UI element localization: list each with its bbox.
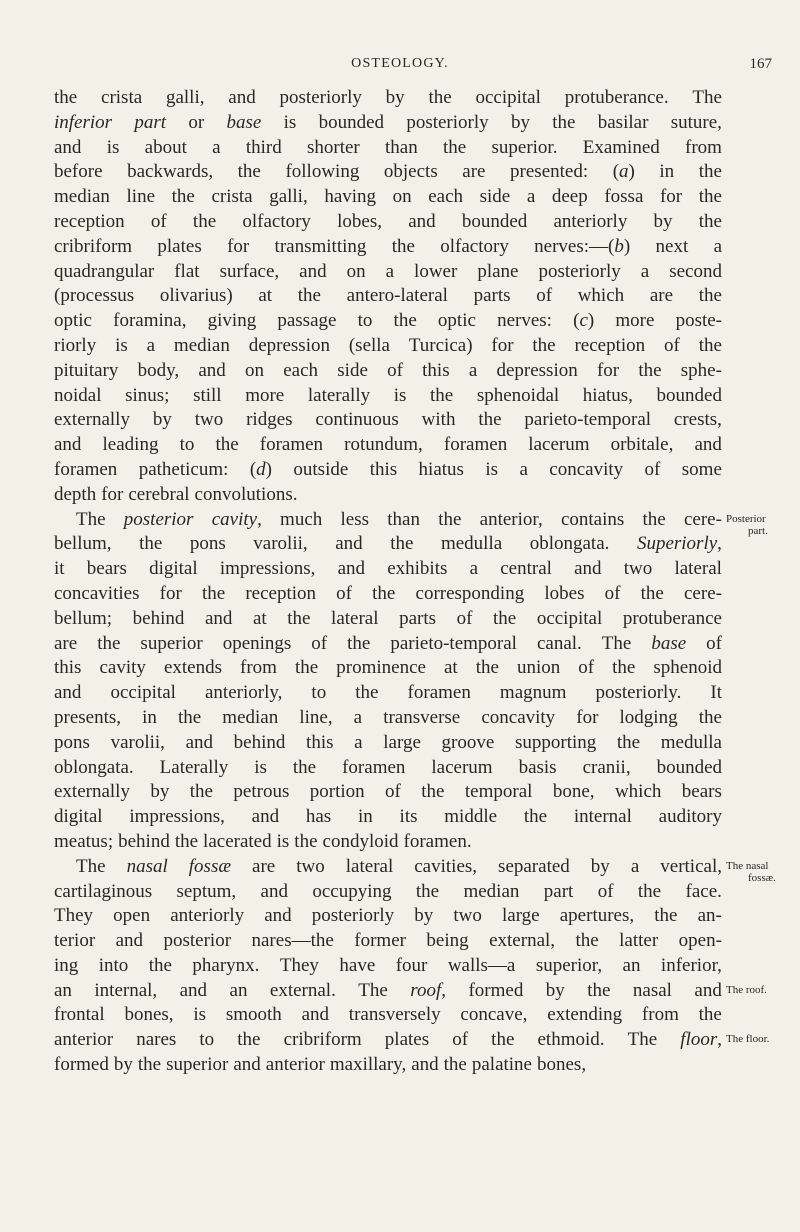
text-line: median line the crista galli, having on each side a deep fossa for the (54, 186, 722, 208)
text-line: before backwards, the following objects are presented: (a) in the (54, 161, 722, 183)
text-line: and occipital anteriorly, to the foramen magnum posteriorly. It (54, 682, 722, 704)
text-line: digital impressions, and has in its middle the internal auditory (54, 806, 722, 828)
text-line: meatus; behind the lacerated is the condyloid foramen. (54, 830, 472, 852)
text-line: bellum, the pons varolii, and the medulla oblongata. Superiorly, (54, 533, 722, 555)
text-line: The posterior cavity, much less than the anterior, contains the cere- (76, 508, 722, 530)
text-line: anterior nares to the cribriform plates of the ethmoid. The floor, (54, 1029, 722, 1051)
body-text (54, 86, 722, 1078)
margin-note: Posterior part. (726, 512, 768, 537)
page-header (0, 56, 800, 80)
text-line: externally by the petrous portion of the temporal bone, which bears (54, 781, 722, 803)
margin-note: The floor. (726, 1033, 770, 1046)
text-line: cribriform plates for transmitting the olfactory nerves:—(b) next a (54, 235, 722, 257)
margin-note: The roof. (726, 983, 767, 996)
text-line: frontal bones, is smooth and transversely concave, extending from the (54, 1004, 722, 1026)
text-line: and is about a third shorter than the superior. Examined from (54, 136, 722, 158)
text-line: optic foramina, giving passage to the optic nerves: (c) more poste- (54, 310, 722, 332)
text-line: concavities for the reception of the corresponding lobes of the cere- (54, 582, 722, 604)
text-line: quadrangular flat surface, and on a lower plane posteriorly a second (54, 260, 722, 282)
text-line: noidal sinus; still more laterally is the sphenoidal hiatus, bounded (54, 384, 722, 406)
page-number: 167 (749, 56, 772, 72)
text-line: cartilaginous septum, and occupying the median part of the face. (54, 880, 722, 902)
text-line: terior and posterior nares—the former being external, the latter open- (54, 930, 722, 952)
margin-note: The nasal fossæ. (726, 859, 776, 884)
text-line: presents, in the median line, a transverse concavity for lodging the (54, 706, 722, 728)
text-line: and leading to the foramen rotundum, foramen lacerum orbitale, and (54, 434, 722, 456)
text-line: an internal, and an external. The roof, formed by the nasal and (54, 979, 722, 1001)
text-line: inferior part or base is bounded posteriorly by the basilar suture, (54, 111, 722, 133)
running-head: OSTEOLOGY. (351, 56, 449, 71)
text-line: riorly is a median depression (sella Turcica) for the reception of the (54, 334, 722, 356)
text-line: this cavity extends from the prominence at the union of the sphenoid (54, 657, 722, 679)
text-line: oblongata. Laterally is the foramen lacerum basis cranii, bounded (54, 756, 722, 778)
text-line: (processus olivarius) at the antero-lateral parts of which are the (54, 285, 722, 307)
text-line: bellum; behind and at the lateral parts of the occipital protuberance (54, 607, 722, 629)
text-line: pituitary body, and on each side of this a depression for the sphe- (54, 359, 722, 381)
text-line: it bears digital impressions, and exhibits a central and two lateral (54, 558, 722, 580)
text-line: are the superior openings of the parieto-temporal canal. The base of (54, 632, 722, 654)
text-line: depth for cerebral convolutions. (54, 483, 298, 505)
text-line: The nasal fossæ are two lateral cavities, separated by a vertical, (76, 855, 722, 877)
text-line: pons varolii, and behind this a large groove supporting the medulla (54, 731, 722, 753)
text-line: They open anteriorly and posteriorly by two large apertures, the an- (54, 905, 722, 927)
text-line: ing into the pharynx. They have four walls—a superior, an inferior, (54, 954, 722, 976)
text-line: foramen patheticum: (d) outside this hiatus is a concavity of some (54, 458, 722, 480)
text-line: externally by two ridges continuous with the parieto-temporal crests, (54, 409, 722, 431)
text-line: the crista galli, and posteriorly by the occipital protuberance. The (54, 87, 722, 108)
text-line: reception of the olfactory lobes, and bounded anteriorly by the (54, 210, 722, 232)
text-line: formed by the superior and anterior maxillary, and the palatine bones, (54, 1054, 587, 1076)
